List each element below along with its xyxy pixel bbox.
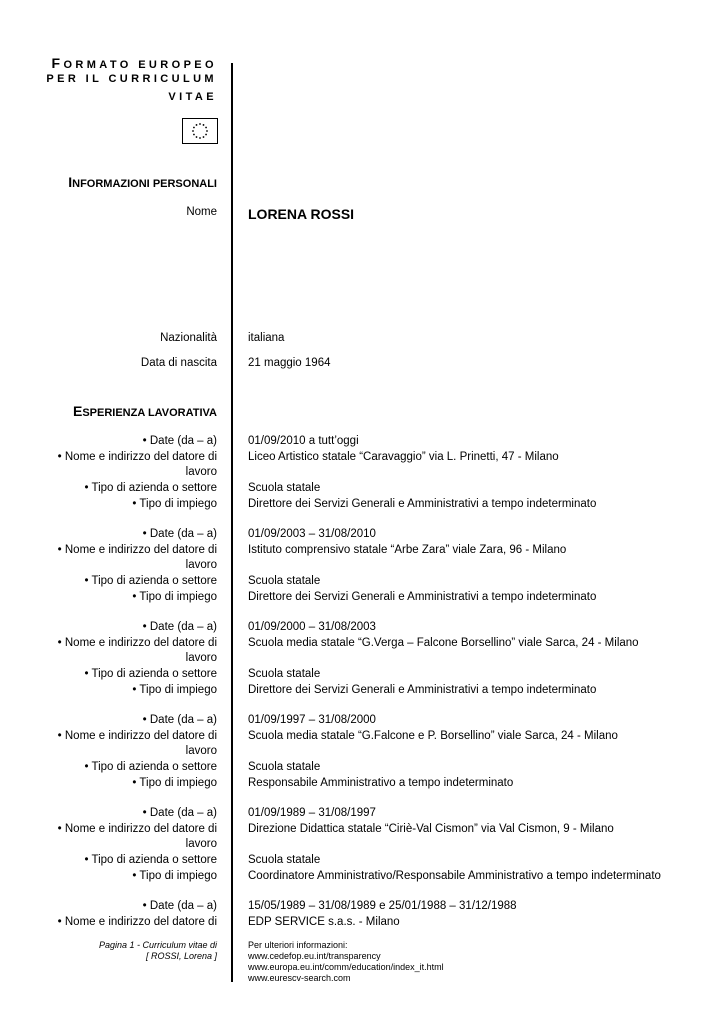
employer-label: • Nome e indirizzo del datore di bbox=[57, 451, 217, 463]
date-label: • Date (da – a) bbox=[142, 435, 217, 447]
sector-label: • Tipo di azienda o settore bbox=[84, 668, 217, 680]
name-label: Nome bbox=[186, 206, 217, 218]
employer-label-cont: lavoro bbox=[185, 652, 217, 664]
job-label: • Tipo di impiego bbox=[132, 498, 217, 510]
column-divider bbox=[231, 63, 233, 982]
section-personal-info: INFORMAZIONI PERSONALI bbox=[68, 174, 217, 190]
job-label: • Tipo di impiego bbox=[132, 684, 217, 696]
footer-owner-label: [ ROSSI, Lorena ] bbox=[145, 951, 217, 961]
footer-page-info bbox=[99, 940, 217, 962]
job-label: • Tipo di impiego bbox=[132, 777, 217, 789]
eu-flag-icon bbox=[182, 118, 218, 144]
sector-value: Scuola statale bbox=[248, 761, 321, 773]
sector-value: Scuola statale bbox=[248, 854, 321, 866]
footer-link[interactable]: www.europa.eu.int/comm/education/index_it.html bbox=[248, 962, 444, 972]
flag-star-icon bbox=[193, 127, 195, 129]
date-label: • Date (da – a) bbox=[142, 621, 217, 633]
name-value: LORENA ROSSI bbox=[248, 206, 355, 222]
cv-title-line-1: FORMATO EUROPEO bbox=[51, 55, 217, 71]
employer-label-cont: lavoro bbox=[185, 466, 217, 478]
flag-star-icon bbox=[205, 127, 207, 129]
flag-star-icon bbox=[199, 137, 201, 139]
date-value: 01/09/2003 – 31/08/2010 bbox=[248, 528, 376, 540]
cv-title-line-3: VITAE bbox=[168, 91, 217, 103]
employer-value: Scuola media statale “G.Falcone e P. Borsellino” viale Sarca, 24 - Milano bbox=[248, 730, 618, 742]
employer-label-cont: lavoro bbox=[185, 838, 217, 850]
birth-date-label: Data di nascita bbox=[140, 357, 217, 369]
date-label: • Date (da – a) bbox=[142, 900, 217, 912]
employer-value: Liceo Artistico statale “Caravaggio” via L. Prinetti, 47 - Milano bbox=[248, 451, 559, 463]
footer-page-label: Pagina 1 - Curriculum vitae di bbox=[98, 940, 217, 950]
flag-star-icon bbox=[199, 123, 201, 125]
flag-star-icon bbox=[196, 124, 198, 126]
flag-star-icon bbox=[205, 134, 207, 136]
employer-label: • Nome e indirizzo del datore di bbox=[57, 637, 217, 649]
sector-label: • Tipo di azienda o settore bbox=[84, 761, 217, 773]
employer-label: • Nome e indirizzo del datore di bbox=[57, 544, 217, 556]
section-work-experience: ESPERIENZA LAVORATIVA bbox=[72, 403, 217, 419]
job-label: • Tipo di impiego bbox=[132, 591, 217, 603]
footer-links bbox=[248, 940, 444, 984]
date-label: • Date (da – a) bbox=[142, 807, 217, 819]
sector-value: Scuola statale bbox=[248, 575, 321, 587]
job-label: • Tipo di impiego bbox=[132, 870, 217, 882]
cv-title-line-2: PER IL CURRICULUM bbox=[46, 73, 217, 85]
date-value: 01/09/1997 – 31/08/2000 bbox=[248, 714, 376, 726]
nationality-value: italiana bbox=[248, 332, 285, 344]
sector-value: Scuola statale bbox=[248, 482, 321, 494]
sector-value: Scuola statale bbox=[248, 668, 321, 680]
employer-label-cont: lavoro bbox=[185, 559, 217, 571]
employer-value: Istituto comprensivo statale “Arbe Zara” viale Zara, 96 - Milano bbox=[248, 544, 567, 556]
flag-star-icon bbox=[203, 124, 205, 126]
flag-star-icon bbox=[193, 134, 195, 136]
date-label: • Date (da – a) bbox=[142, 528, 217, 540]
birth-date-value: 21 maggio 1964 bbox=[248, 357, 331, 369]
sector-label: • Tipo di azienda o settore bbox=[84, 575, 217, 587]
footer-link[interactable]: www.eurescv-search.com bbox=[248, 973, 351, 983]
nationality-label: Nazionalità bbox=[160, 332, 217, 344]
job-value: Direttore dei Servizi Generali e Amministrativi a tempo indeterminato bbox=[248, 591, 597, 603]
employer-label: • Nome e indirizzo del datore di bbox=[57, 916, 217, 928]
date-label: • Date (da – a) bbox=[142, 714, 217, 726]
employer-label: • Nome e indirizzo del datore di bbox=[57, 823, 217, 835]
flag-star-icon bbox=[203, 136, 205, 138]
employer-label-cont: lavoro bbox=[185, 745, 217, 757]
flag-star-icon bbox=[196, 136, 198, 138]
footer-link[interactable]: www.cedefop.eu.int/transparency bbox=[248, 951, 381, 961]
employer-label: • Nome e indirizzo del datore di bbox=[57, 730, 217, 742]
job-value: Direttore dei Servizi Generali e Amministrativi a tempo indeterminato bbox=[248, 684, 597, 696]
job-value: Responsabile Amministrativo a tempo indeterminato bbox=[248, 777, 514, 789]
date-value: 01/09/2000 – 31/08/2003 bbox=[248, 621, 376, 633]
date-value: 01/09/2010 a tutt’oggi bbox=[248, 435, 359, 447]
employer-value: Direzione Didattica statale “Ciriè-Val Cismon” via Val Cismon, 9 - Milano bbox=[248, 823, 614, 835]
footer-info-label: Per ulteriori informazioni: bbox=[248, 940, 348, 950]
sector-label: • Tipo di azienda o settore bbox=[84, 482, 217, 494]
job-value: Direttore dei Servizi Generali e Amministrativi a tempo indeterminato bbox=[248, 498, 597, 510]
sector-label: • Tipo di azienda o settore bbox=[84, 854, 217, 866]
job-value: Coordinatore Amministrativo/Responsabile Amministrativo a tempo indeterminato bbox=[248, 870, 661, 882]
date-value: 15/05/1989 – 31/08/1989 e 25/01/1988 – 31/12/1988 bbox=[248, 900, 517, 912]
flag-star-icon bbox=[192, 130, 194, 132]
flag-star-icon bbox=[206, 130, 208, 132]
employer-value: Scuola media statale “G.Verga – Falcone Borsellino” viale Sarca, 24 - Milano bbox=[248, 637, 639, 649]
date-value: 01/09/1989 – 31/08/1997 bbox=[248, 807, 376, 819]
employer-value: EDP SERVICE s.a.s. - Milano bbox=[248, 916, 400, 928]
